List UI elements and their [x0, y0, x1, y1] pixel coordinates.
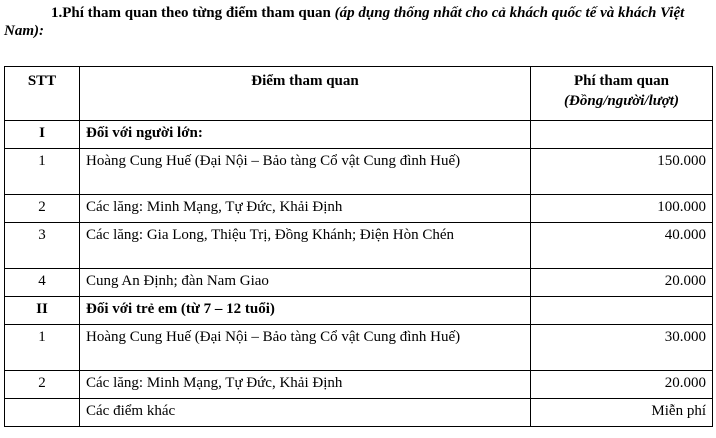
header-stt: STT — [5, 67, 80, 121]
section-numeral: I — [5, 121, 80, 149]
fee-table — [4, 66, 713, 427]
row-place: Các lăng: Minh Mạng, Tự Đức, Khải Định — [80, 195, 531, 223]
row-place: Cung An Định; đàn Nam Giao — [80, 269, 531, 297]
heading-note: (áp dụng thống nhất cho cả khách quốc tế và khách Việt Nam): — [4, 5, 685, 39]
section-title: Đối với trẻ em (từ 7 – 12 tuổi) — [80, 297, 531, 325]
row-stt: 4 — [5, 269, 80, 297]
table-row — [5, 269, 713, 297]
section-row-children — [5, 297, 713, 325]
table-row — [5, 371, 713, 399]
section-heading — [4, 4, 712, 40]
table-header-row — [5, 67, 713, 121]
row-place: Các lăng: Gia Long, Thiệu Trị, Đồng Khánh; Điện Hòn Chén — [80, 223, 531, 269]
header-fee-label: Phí tham quan — [573, 73, 670, 89]
section-fee-empty — [531, 297, 713, 325]
row-place: Các lăng: Minh Mạng, Tự Đức, Khải Định — [80, 371, 531, 399]
row-place: Hoàng Cung Huế (Đại Nội – Bảo tàng Cổ vật Cung đình Huế) — [80, 149, 531, 195]
row-stt: 2 — [5, 195, 80, 223]
section-title: Đối với người lớn: — [80, 121, 531, 149]
section-row-adults — [5, 121, 713, 149]
header-fee — [531, 67, 713, 121]
row-place: Các điểm khác — [80, 399, 531, 427]
row-stt — [5, 399, 80, 427]
table-row — [5, 325, 713, 371]
table-row — [5, 223, 713, 269]
row-fee: 40.000 — [531, 223, 713, 269]
header-fee-unit: (Đồng/người/lượt) — [564, 93, 679, 109]
section-fee-empty — [531, 121, 713, 149]
section-numeral: II — [5, 297, 80, 325]
row-place: Hoàng Cung Huế (Đại Nội – Bảo tàng Cổ vật Cung đình Huế) — [80, 325, 531, 371]
row-fee: 30.000 — [531, 325, 713, 371]
row-stt: 2 — [5, 371, 80, 399]
row-fee: 100.000 — [531, 195, 713, 223]
row-fee: 20.000 — [531, 269, 713, 297]
row-stt: 1 — [5, 325, 80, 371]
row-stt: 1 — [5, 149, 80, 195]
table-row — [5, 195, 713, 223]
row-fee: 150.000 — [531, 149, 713, 195]
row-fee: Miễn phí — [531, 399, 713, 427]
header-place: Điểm tham quan — [80, 67, 531, 121]
heading-title: 1.Phí tham quan theo từng điểm tham quan — [51, 5, 331, 21]
row-fee: 20.000 — [531, 371, 713, 399]
row-stt: 3 — [5, 223, 80, 269]
table-row — [5, 399, 713, 427]
table-row — [5, 149, 713, 195]
